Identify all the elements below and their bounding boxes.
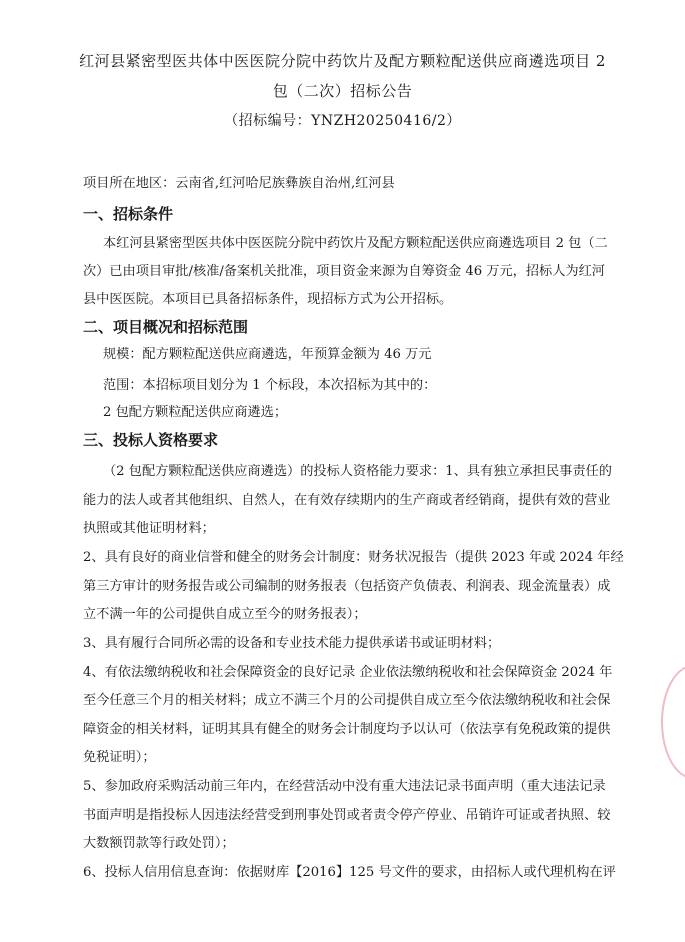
- paragraph-line: 3、具有履行合同所必需的设备和专业技术能力提供承诺书或证明材料；: [83, 636, 501, 651]
- paragraph-line: 书面声明是指投标人因违法经营受到刑事处罚或者责令停产停业、吊销许可证或者执照、较: [83, 808, 611, 823]
- paragraph-line: 能力的法人或者其他组织、自然人，在有效存续期内的生产商或者经销商，提供有效的营业: [83, 493, 611, 508]
- paragraph-line: 免税证明）；: [83, 750, 156, 765]
- section-heading-project-overview: 二、项目概况和招标范围: [83, 318, 249, 336]
- project-scale: 规模：配方颗粒配送供应商遴选，年预算金额为 46 万元: [103, 347, 432, 362]
- project-lot: 2 包配方颗粒配送供应商遴选；: [103, 405, 288, 420]
- paragraph-line: 大数额罚款等行政处罚）；: [83, 836, 235, 851]
- paragraph-line: 障资金的相关材料，证明其具有健全的财务会计制度均予以认可（依法享有免税政策的提供: [83, 722, 611, 737]
- announcement-title-line2: 包（二次）招标公告: [272, 82, 413, 100]
- section-heading-tender-conditions: 一、招标条件: [83, 205, 174, 223]
- paragraph-line: 立不满一年的公司提供自成立至今的财务报表）；: [83, 607, 367, 622]
- paragraph-line: 6、投标人信用信息查询：依据财库【2016】125 号文件的要求，由招标人或代理机构在评: [83, 865, 616, 880]
- red-seal-stamp: [661, 665, 685, 779]
- paragraph-line: 次）已由项目审批/核准/备案机关批准，项目资金来源为自筹资金 46 万元，招标人为红河: [83, 264, 605, 279]
- project-scope: 范围：本招标项目划分为 1 个标段，本次招标为其中的：: [103, 378, 437, 393]
- section-heading-bidder-qualifications: 三、投标人资格要求: [83, 431, 219, 449]
- paragraph-line: 5、参加政府采购活动前三年内，在经营活动中没有重大违法记录书面声明（重大违法记录: [83, 779, 606, 794]
- paragraph-line: 4、有依法缴纳税收和社会保障资金的良好记录 企业依法缴纳税收和社会保障资金 2024 年: [83, 665, 613, 680]
- paragraph-line: 2、具有良好的商业信誉和健全的财务会计制度：财务状况报告（提供 2023 年或 2024 年经: [83, 550, 624, 565]
- announcement-title-line1: 红河县紧密型医共体中医医院分院中药饮片及配方颗粒配送供应商遴选项目 2: [79, 52, 606, 70]
- paragraph-line: 县中医医院。本项目已具备招标条件，现招标方式为公开招标。: [83, 292, 453, 307]
- paragraph-line: 第三方审计的财务报告或公司编制的财务报表（包括资产负债表、利润表、现金流量表）成: [83, 579, 611, 594]
- paragraph-line: （2 包配方颗粒配送供应商遴选）的投标人资格能力要求：1、具有独立承担民事责任的: [103, 464, 612, 479]
- paragraph-line: 本红河县紧密型医共体中医医院分院中药饮片及配方颗粒配送供应商遴选项目 2 包（二: [103, 236, 608, 251]
- tender-code: （招标编号：YNZH20250416/2）: [224, 113, 461, 129]
- paragraph-line: 执照或其他证明材料；: [83, 521, 215, 536]
- paragraph-line: 至今任意三个月的相关材料；成立不满三个月的公司提供自成立至今依法缴纳税收和社会保: [83, 693, 611, 708]
- project-location: 项目所在地区：云南省,红河哈尼族彝族自治州,红河县: [83, 176, 395, 191]
